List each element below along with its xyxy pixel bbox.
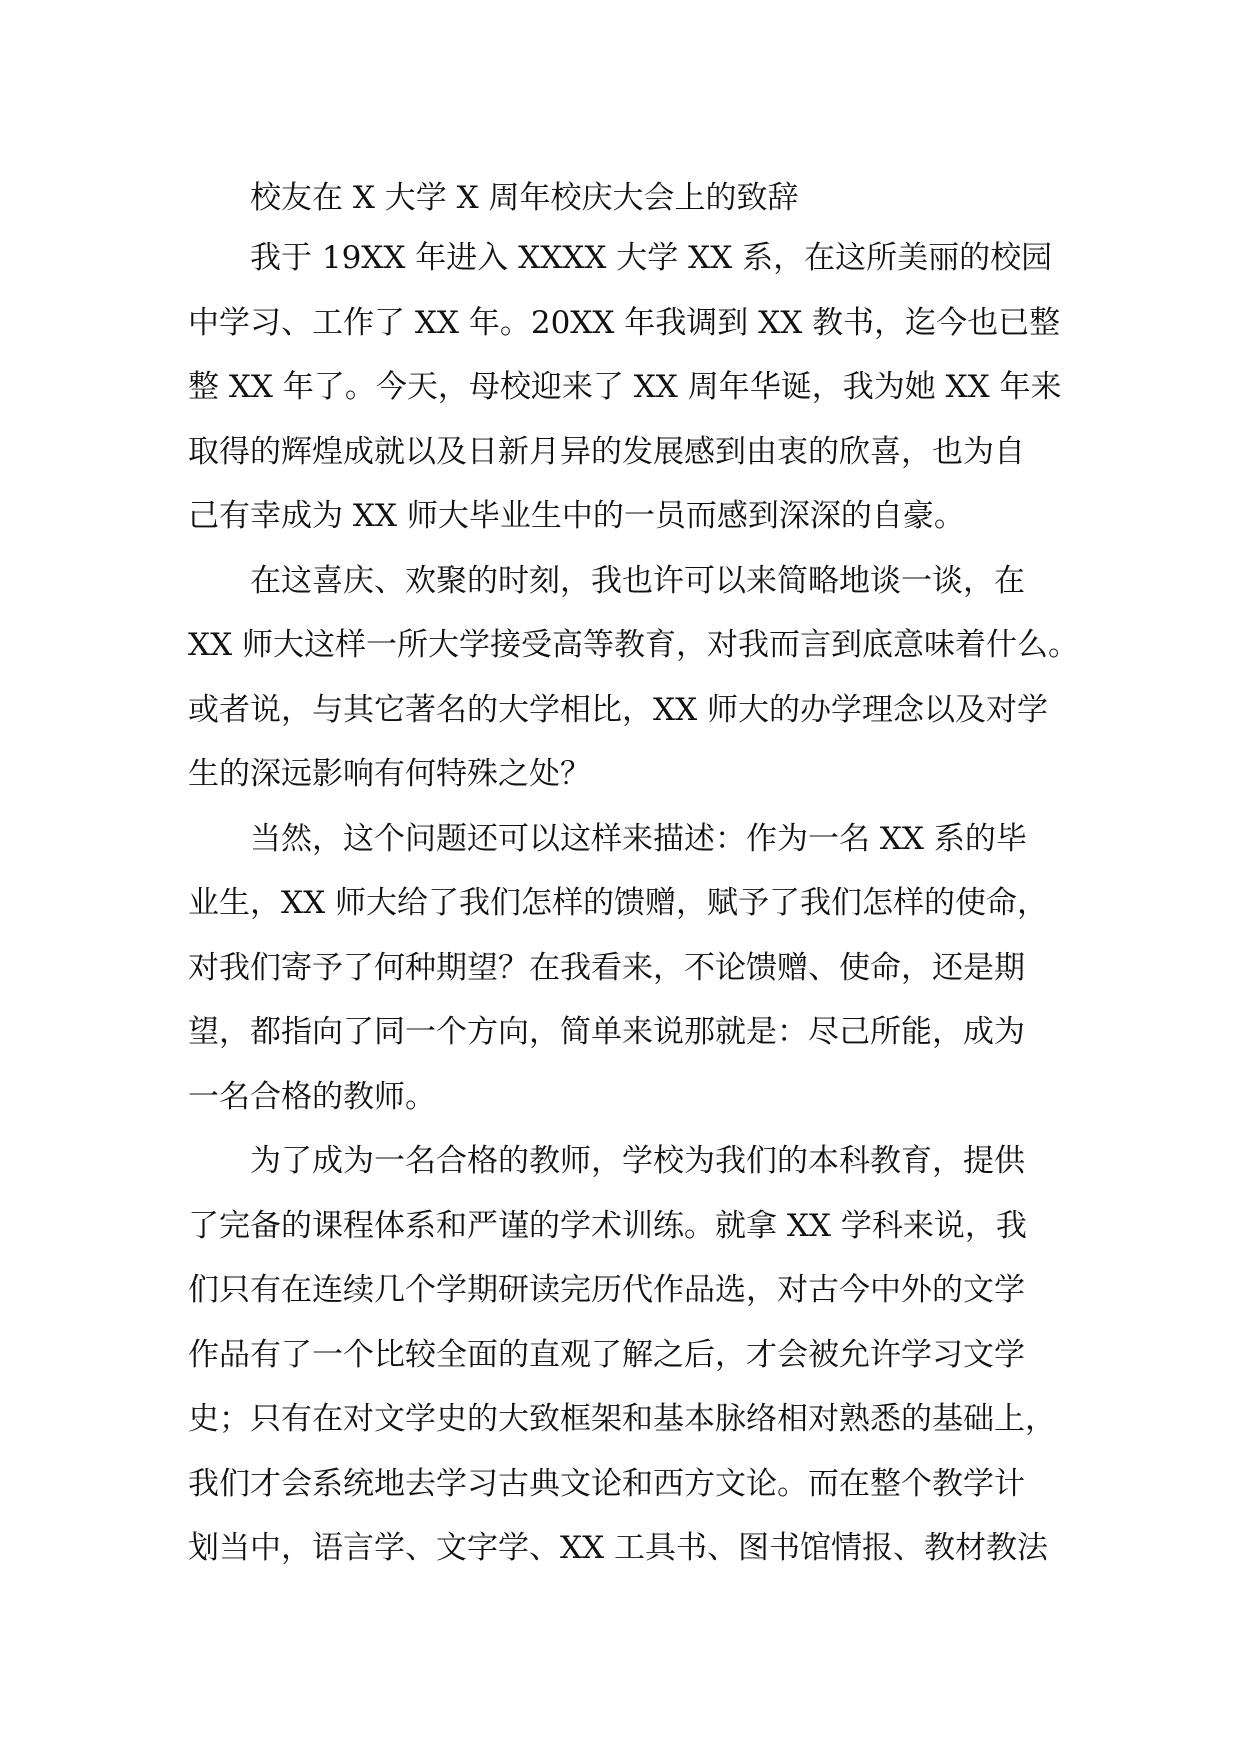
text-line: 一名合格的教师。: [188, 1078, 436, 1115]
text-line: 取得的辉煌成就以及日新月异的发展感到由衷的欣喜，也为自: [188, 433, 1025, 470]
text-line: 对我们寄予了何种期望？在我看来，不论馈赠、使命，还是期: [188, 949, 1025, 986]
text-line: 在这喜庆、欢聚的时刻，我也许可以来简略地谈一谈，在: [250, 562, 1025, 599]
paragraph-2: [188, 549, 1079, 807]
text-line: 们只有在连续几个学期研读完历代作品选，对古今中外的文学: [188, 1272, 1025, 1308]
text-line: 生的深远影响有何特殊之处？: [188, 756, 591, 792]
text-line: 中学习、工作了 XX 年。20XX 年我调到 XX 教书，迄今也已整: [188, 304, 1061, 341]
paragraph-1: [188, 226, 1068, 549]
text-line: 我于 19XX 年进入 XXXX 大学 XX 系，在这所美丽的校园: [250, 240, 1053, 276]
text-line: 望，都指向了同一个方向，简单来说那就是：尽己所能，成为: [188, 1014, 1025, 1050]
document-body: [188, 170, 1079, 1581]
paragraph-3: [188, 807, 1068, 1130]
text-line: 了完备的课程体系和严谨的学术训练。就拿 XX 学科来说，我: [188, 1207, 1027, 1244]
text-line: XX 师大这样一所大学接受高等教育，对我而言到底意味着什么。: [188, 627, 1079, 663]
text-line: 业生，XX 师大给了我们怎样的馈赠，赋予了我们怎样的使命，: [188, 885, 1048, 921]
text-line: 或者说，与其它著名的大学相比，XX 师大的办学理念以及对学: [188, 691, 1048, 728]
document-title: 校友在 X 大学 X 周年校庆大会上的致辞: [250, 180, 799, 216]
text-line: 史；只有在对文学史的大致框架和基本脉络相对熟悉的基础上，: [188, 1401, 1056, 1437]
text-line: 己有幸成为 XX 师大毕业生中的一员而感到深深的自豪。: [188, 498, 965, 534]
text-line: 我们才会系统地去学习古典文论和西方文论。而在整个教学计: [188, 1465, 1025, 1502]
text-line: 为了成为一名合格的教师，学校为我们的本科教育，提供: [250, 1143, 1025, 1179]
text-line: 当然，这个问题还可以这样来描述：作为一名 XX 系的毕: [250, 820, 1027, 857]
text-line: 整 XX 年了。今天，母校迎来了 XX 周年华诞，我为她 XX 年来: [188, 369, 1062, 405]
paragraph-4: [188, 1129, 1068, 1581]
text-line: 划当中，语言学、文字学、XX 工具书、图书馆情报、教材教法: [188, 1530, 1048, 1566]
text-line: 作品有了一个比较全面的直观了解之后，才会被允许学习文学: [188, 1336, 1025, 1373]
